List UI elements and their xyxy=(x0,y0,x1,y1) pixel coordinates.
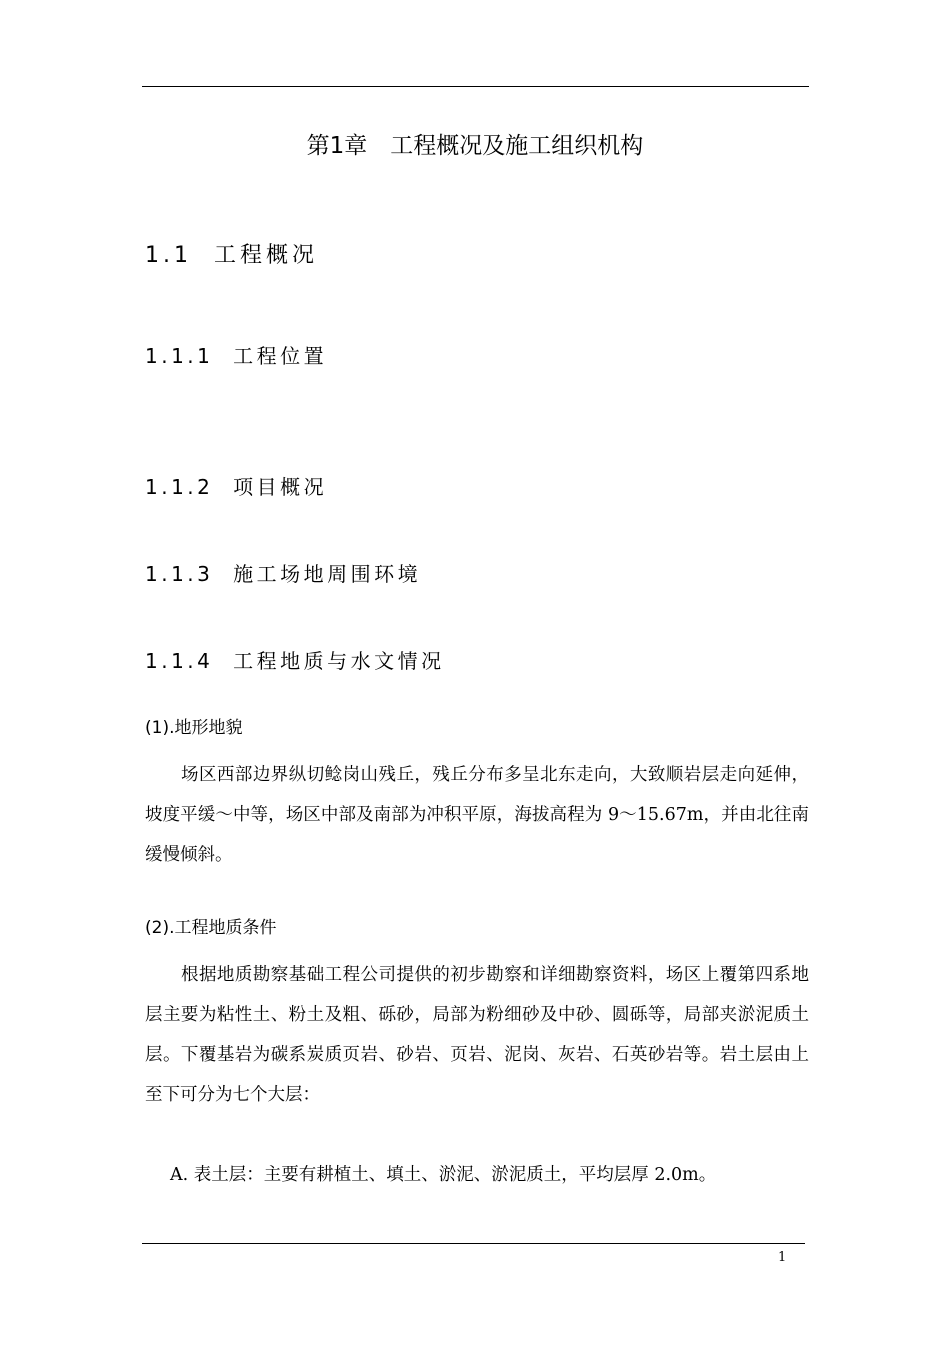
paragraph-topography: 场区西部边界纵切鲶岗山残丘，残丘分布多呈北东走向，大致顺岩层走向延伸，坡度平缓～中等，场区中部及南部为冲积平原，海拔高程为 9～15.67m，并由北往南缓慢倾斜。 xyxy=(145,765,809,865)
section-heading-1-1: 1.1 工程概况 xyxy=(145,243,318,268)
section-heading-1-1-1: 1.1.1 工程位置 xyxy=(145,344,328,368)
section-heading-1-1-2: 1.1.2 项目概况 xyxy=(145,475,328,499)
section-heading-1-1-4: 1.1.4 工程地质与水文情况 xyxy=(145,649,445,673)
header-rule xyxy=(142,86,809,87)
footer-rule xyxy=(142,1243,805,1244)
list-item-a: A. 表土层：主要有耕植土、填土、淤泥、淤泥质土，平均层厚 2.0m。 xyxy=(170,1165,717,1185)
chapter-title: 第1章 工程概况及施工组织机构 xyxy=(306,133,644,159)
page-number: 1 xyxy=(778,1250,787,1265)
subheading-topography: (1).地形地貌 xyxy=(145,718,243,738)
paragraph-geology: 根据地质勘察基础工程公司提供的初步勘察和详细勘察资料，场区上覆第四系地层主要为粘性土、粉土及粗、砾砂，局部为粉细砂及中砂、圆砾等，局部夹淤泥质土层。下覆基岩为碳系炭质页岩、砂岩、页岩、泥岗、灰岩、石英砂岩等。岩土层由上至下可分为七个大层： xyxy=(145,965,809,1105)
section-heading-1-1-3: 1.1.3 施工场地周围环境 xyxy=(145,562,422,586)
subheading-geology: (2).工程地质条件 xyxy=(145,918,277,938)
